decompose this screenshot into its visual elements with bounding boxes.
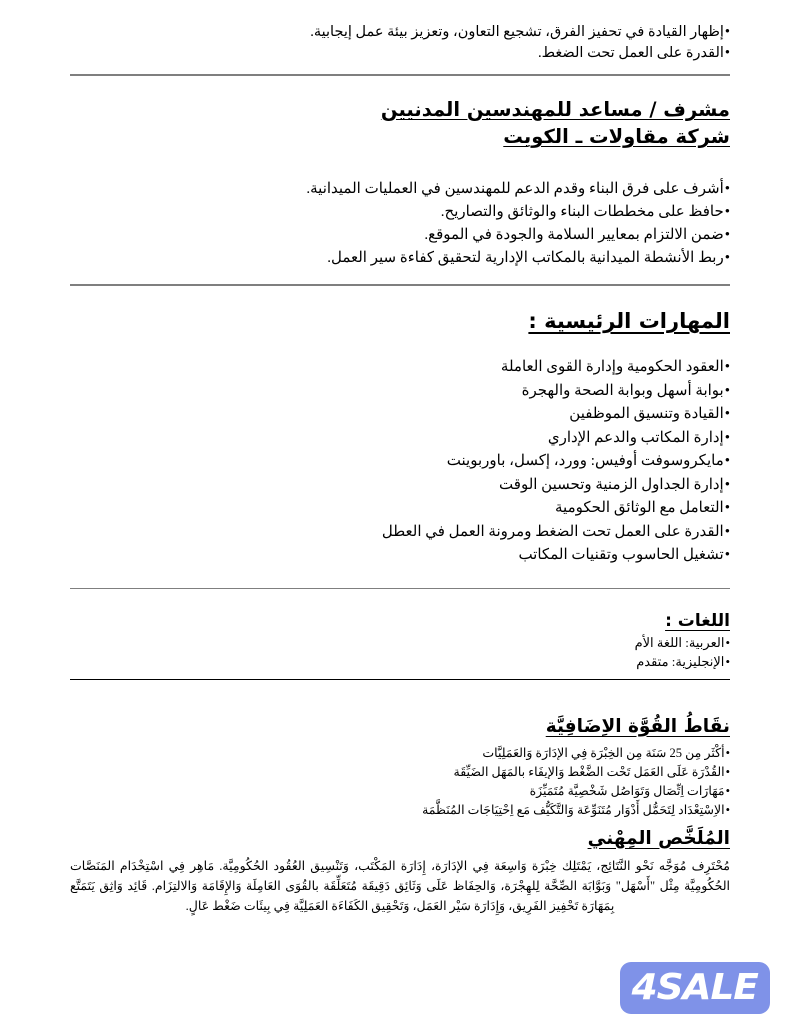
language-item: • العربية: اللغة الأم [70, 633, 730, 652]
spacer [70, 568, 730, 588]
additional-strengths-heading: نقَاطُ القُوَّة الاِضَافِيَّة [545, 715, 730, 737]
spacer [70, 671, 730, 679]
key-skill-item: • إدارة المكاتب والدعم الإداري [70, 427, 730, 451]
professional-summary-heading: المُلَخَّص المِهْني [587, 827, 730, 849]
key-skills-heading: المهارات الرئيسية : [528, 309, 730, 333]
key-skill-item: • القيادة وتنسيق الموظفين [70, 403, 730, 427]
foursale-watermark [620, 962, 770, 1014]
languages-heading: اللغات : [665, 610, 730, 631]
strength-item: • الاِسْتِعْدَاد لِتَحَمُّل أَدْوَار مُتَنَوِّعَة وَالتَّكَيُّف مَع اِحْتِيَاجَات المُنَظَّمَة [70, 801, 730, 820]
experience-title-block [70, 96, 730, 150]
key-skill-item: • القدرة على العمل تحت الضغط ومرونة العمل في العطل [70, 521, 730, 545]
foursale-watermark-label: 4SALE [631, 967, 759, 1008]
language-item: • الإنجليزية: متقدم [70, 652, 730, 671]
experience-bullet-item: • أشرف على فرق البناء وقدم الدعم للمهندسين في العمليات الميدانية. [70, 178, 730, 201]
spacer [70, 150, 730, 178]
spacer [70, 286, 730, 306]
top-spacer [70, 0, 730, 22]
key-skill-item: • مايكروسوفت أوفيس: وورد، إكسل، باوربوينت [70, 450, 730, 474]
strength-item: • مَهَارَات اِتِّصَال وَتَوَاصُل شَخْصِيَّة مُتَمَيِّزَة [70, 782, 730, 801]
additional-strengths-list [70, 744, 730, 820]
experience-bullet-item: • حافظ على مخططات البناء والوثائق والتصاريح. [70, 201, 730, 224]
experience-bullet-item: • ضمن الالتزام بمعايير السلامة والجودة في الموقع. [70, 224, 730, 247]
spacer [70, 270, 730, 284]
spacer [70, 64, 730, 74]
key-skills-list [70, 356, 730, 568]
job-title-line-2: شركة مقاولات ـ الكويت [503, 125, 730, 148]
key-skill-item: • تشغيل الحاسوب وتقنيات المكاتب [70, 544, 730, 568]
languages-list [70, 633, 730, 671]
spacer [70, 76, 730, 96]
experience-bullet-item: • ربط الأنشطة الميدانية بالمكاتب الإدارية لتحقيق كفاءة سير العمل. [70, 247, 730, 270]
job-title-line-1: مشرف / مساعد للمهندسين المدنيين [380, 98, 730, 121]
spacer [70, 589, 730, 609]
strength-item: • أكْثَر مِن 25 سَنَة مِن الخِبْرَة فِي الإدَارَة وَالعَمَلِيَّات [70, 744, 730, 763]
intro-bullet-item: • إظهار القيادة في تحفيز الفرق، تشجيع التعاون، وتعزيز بيئة عمل إيجابية. [70, 22, 730, 43]
key-skill-item: • العقود الحكومية وإدارة القوى العاملة [70, 356, 730, 380]
key-skill-item: • بوابة أسهل وبوابة الصحة والهجرة [70, 380, 730, 404]
spacer [70, 680, 730, 714]
strength-item: • القُدْرَة عَلَى العَمَل تَحْت الضَّغْط وَالإيفَاء بالمَهَل الضَيِّقَة [70, 763, 730, 782]
spacer [70, 336, 730, 356]
experience-bullet-list [70, 178, 730, 270]
professional-summary-text: مُحْتَرِف مُوَجَّه نَحْو النَّتَائِج، يَمْتَلِك خِبْرَة وَاسِعَة فِي الإدَارَة، إِدَارَة المَكْتَب، وَتَنْسِيق العُقُود الحُكُومِيَّة. مَاهِر فِي اسْتِخْدَام المَنَصَّات الحُكُومِيَّة مِثْل "أَسْهَل" وَبَوَّابَة الصِّحَّة لِلهِجْرَة، وَالحِفَاظ عَلَى وَثَائِق دَقِيقَة مُتَعَلِّقَة بالقُوَى العَامِلَة وَالإِقَامَة وَالالتِزَام. قَائِد وَاثِق يَتَمَتَّع بِمَهَارَة تَحْفِيز الفَرِيق، وَإِدَارَة سَيْر العَمَل، وَتَحْقِيق الكَفَاءَة العَمَلِيَّة فِي بِيئَات ضَغْط عَالٍ. [70, 858, 730, 913]
intro-bullet-item: • القدرة على العمل تحت الضغط. [70, 43, 730, 64]
key-skill-item: • إدارة الجداول الزمنية وتحسين الوقت [70, 474, 730, 498]
job-title [70, 96, 730, 150]
key-skill-item: • التعامل مع الوثائق الحكومية [70, 497, 730, 521]
intro-bullet-list [70, 22, 730, 64]
